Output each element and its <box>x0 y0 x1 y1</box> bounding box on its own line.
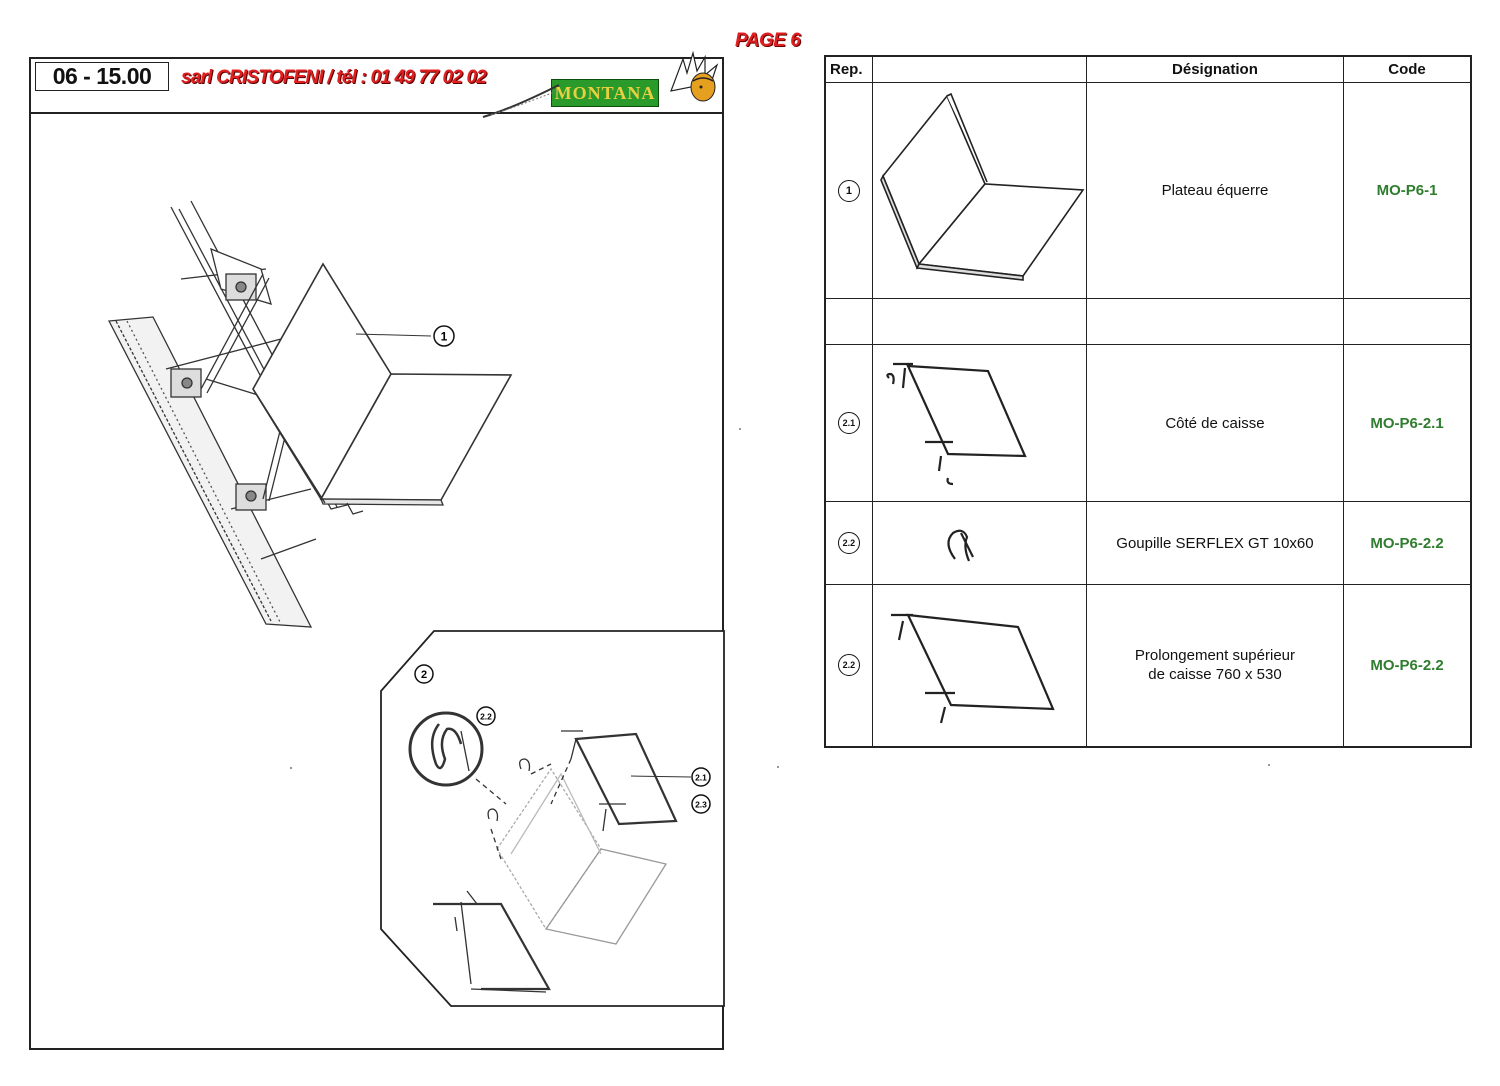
table-row <box>825 299 1471 345</box>
header-code: Code <box>1344 56 1471 83</box>
inset-label-2-1: 2.1 <box>695 772 707 783</box>
main-isometric-drawing <box>31 59 726 1052</box>
row-code: MO-P6-1 <box>1344 83 1471 299</box>
header-rep: Rep. <box>825 56 872 83</box>
row-designation: Goupille SERFLEX GT 10x60 <box>1086 502 1343 585</box>
reference-number: 06 - 15.00 <box>35 62 169 91</box>
row-rep: 2.1 <box>825 345 872 502</box>
row-rep: 1 <box>825 83 872 299</box>
page-label: PAGE 6 <box>735 30 801 51</box>
company-contact: sarl CRISTOFENI / tél : 01 49 77 02 02 <box>181 67 487 88</box>
row-designation: Prolongement supérieur de caisse 760 x 530 <box>1086 585 1343 747</box>
part-image-plateau <box>872 83 1086 299</box>
plateau-equerre-icon <box>873 84 1086 298</box>
scan-speck <box>777 766 779 768</box>
row-rep: 2.2 <box>825 585 872 747</box>
scan-speck <box>739 428 741 430</box>
row-designation: Plateau équerre <box>1086 83 1343 299</box>
inset-label-2-3: 2.3 <box>695 799 707 810</box>
parts-table <box>824 55 1472 748</box>
header-image <box>872 56 1086 83</box>
row-code <box>1344 299 1471 345</box>
row-code: MO-P6-2.2 <box>1344 502 1471 585</box>
row-code: MO-P6-2.1 <box>1344 345 1471 502</box>
row-code: MO-P6-2.2 <box>1344 585 1471 747</box>
inset-label-2-2: 2.2 <box>480 711 492 722</box>
part-image-goupille <box>872 502 1086 585</box>
table-row <box>825 83 1471 299</box>
scan-speck <box>1268 764 1270 766</box>
goupille-serflex-icon <box>873 503 1086 584</box>
row-designation: Côté de caisse <box>1086 345 1343 502</box>
montana-logo: MONTANA <box>551 79 659 107</box>
header-designation: Désignation <box>1086 56 1343 83</box>
prolongement-superieur-icon <box>873 585 1086 745</box>
table-row <box>825 585 1471 747</box>
main-callout-label: 1 <box>440 329 448 344</box>
table-row <box>825 345 1471 502</box>
scan-speck <box>290 767 292 769</box>
inset-callout-label: 2 <box>420 669 428 681</box>
part-image-prolongement <box>872 585 1086 747</box>
cote-de-caisse-icon <box>873 346 1086 501</box>
row-designation <box>1086 299 1343 345</box>
table-row <box>825 502 1471 585</box>
part-image-empty <box>872 299 1086 345</box>
table-header-row <box>825 56 1471 83</box>
row-rep <box>825 299 872 345</box>
assembly-drawing-frame <box>29 57 724 1050</box>
part-image-cote-caisse <box>872 345 1086 502</box>
row-rep: 2.2 <box>825 502 872 585</box>
